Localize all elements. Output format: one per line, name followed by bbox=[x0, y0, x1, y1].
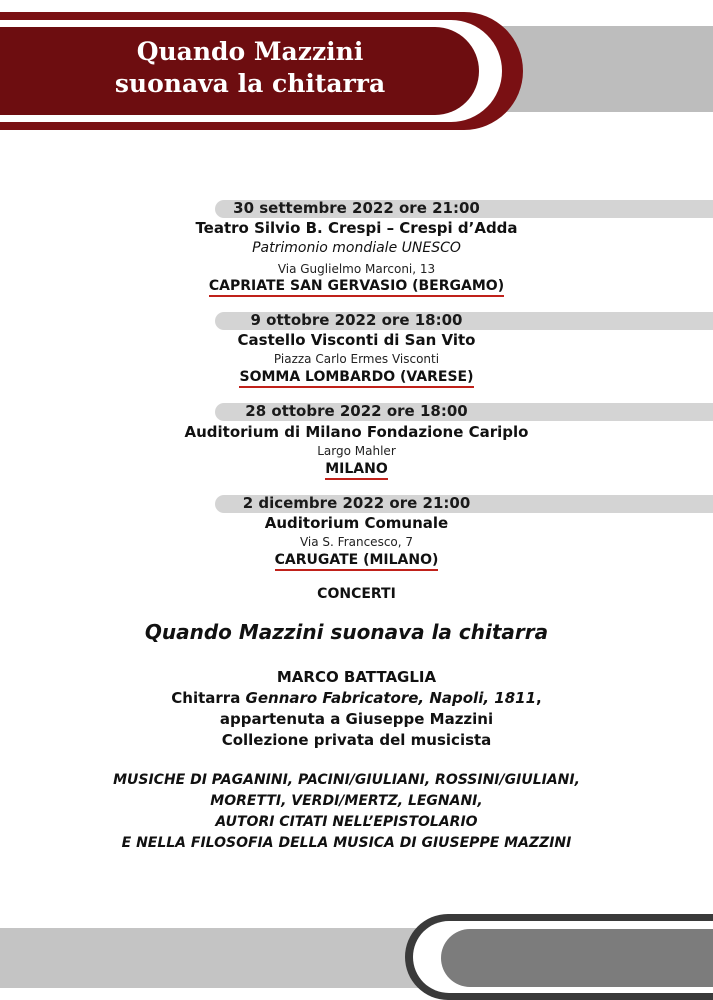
music-line-4: E NELLA FILOSOFIA DELLA MUSICA DI GIUSEPPE MAZZINI bbox=[121, 835, 572, 851]
music-line-1: MUSICHE DI PAGANINI, PACINI/GIULIANI, ROSSINI/GIULIANI, bbox=[113, 772, 580, 788]
event-city bbox=[0, 278, 713, 297]
instrument-suffix: , bbox=[536, 689, 542, 707]
performer-name: MARCO BATTAGLIA bbox=[276, 668, 437, 686]
event-date: 9 ottobre 2022 ore 18:00 bbox=[250, 311, 463, 329]
event-address: Largo Mahler bbox=[317, 444, 396, 458]
event-date: 2 dicembre 2022 ore 21:00 bbox=[242, 494, 471, 512]
event-venue: Castello Visconti di San Vito bbox=[237, 331, 476, 349]
event-address: Via S. Francesco, 7 bbox=[299, 535, 414, 549]
event-city-label: SOMMA LOMBARDO (VARESE) bbox=[239, 369, 473, 388]
event-city-label: CARUGATE (MILANO) bbox=[275, 552, 439, 571]
event-city bbox=[0, 461, 713, 480]
performer-owned: appartenuta a Giuseppe Mazzini bbox=[219, 710, 494, 728]
page-title bbox=[60, 36, 440, 100]
event-address: Piazza Carlo Ermes Visconti bbox=[273, 352, 440, 366]
page-title-line2: suonava la chitarra bbox=[114, 69, 386, 98]
event-date: 30 settembre 2022 ore 21:00 bbox=[233, 199, 480, 217]
music-line-3: AUTORI CITATI NELL’EPISTOLARIO bbox=[215, 814, 478, 830]
performer-collection: Collezione privata del musicista bbox=[221, 731, 492, 749]
instrument-prefix: Chitarra bbox=[171, 689, 246, 707]
instrument-maker: Gennaro Fabricatore, Napoli, 1811 bbox=[245, 689, 537, 707]
event-venue: Teatro Silvio B. Crespi – Crespi d’Adda bbox=[195, 219, 518, 237]
event-address: Via Guglielmo Marconi, 13 bbox=[277, 262, 436, 276]
event-venue: Auditorium di Milano Fondazione Cariplo bbox=[184, 423, 529, 441]
program-title: Quando Mazzini suonava la chitarra bbox=[144, 620, 549, 644]
event-city bbox=[0, 369, 713, 388]
event-city-label: MILANO bbox=[325, 461, 388, 480]
footer-pill bbox=[441, 929, 713, 987]
music-line-2: MORETTI, VERDI/MERTZ, LEGNANI, bbox=[210, 793, 483, 809]
concerti-label: CONCERTI bbox=[317, 586, 396, 602]
event-note: Patrimonio mondiale UNESCO bbox=[252, 240, 461, 256]
event-date: 28 ottobre 2022 ore 18:00 bbox=[245, 402, 468, 420]
page-title-line1: Quando Mazzini bbox=[136, 37, 364, 66]
event-city-label: CAPRIATE SAN GERVASIO (BERGAMO) bbox=[209, 278, 504, 297]
performer-instrument bbox=[0, 689, 713, 707]
event-venue: Auditorium Comunale bbox=[264, 514, 449, 532]
event-city bbox=[0, 552, 713, 571]
